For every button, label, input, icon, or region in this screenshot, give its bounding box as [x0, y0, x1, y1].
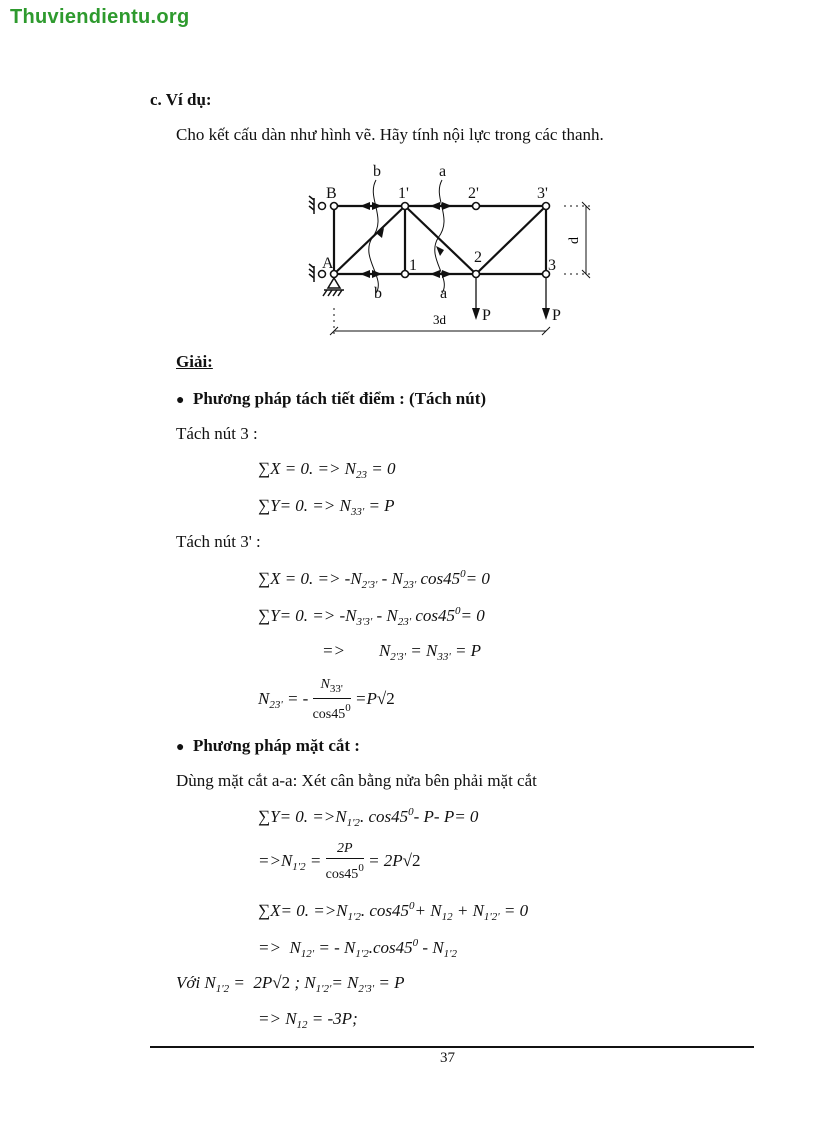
solution-heading: Giải:	[176, 352, 213, 371]
eq-section-x: ∑X= 0. $=>N_{1'2}$. $\cos 45^0+ N_{12} + N_{1'2'} = 0$	[258, 900, 529, 923]
eq-node3-y: ∑Y= 0. => $N_{33'} = P$	[258, 496, 395, 518]
example-heading: c. Ví dụ:	[150, 90, 212, 109]
method1-text: Phương pháp tách tiết điểm : (Tách nút)	[192, 389, 487, 408]
node3-heading: Tách nút 3 :	[176, 424, 258, 443]
node3p-heading: Tách nút 3' :	[176, 532, 261, 551]
section-label-b-top: b	[373, 163, 381, 180]
node-label-A: A	[322, 255, 334, 272]
eq-final: => $N_{12} = -3P$;	[258, 1009, 358, 1031]
node-label-3: 3	[548, 257, 556, 274]
eq-node3p-x: ∑X = 0. => $-N_{2'3'} - N_{23'}$ $\cos 45^0= 0$	[258, 568, 490, 591]
bullet-icon: ●	[176, 393, 185, 408]
node-label-2p: 2'	[468, 185, 479, 202]
node-label-1: 1	[409, 257, 417, 274]
page-number: 37	[440, 1050, 455, 1066]
truss-figure	[300, 158, 600, 343]
eq-node3p-result: => $N_{2'3'} = N_{33'} = P$	[322, 641, 482, 663]
load-label-1: P	[482, 307, 491, 324]
section-label-a-top: a	[439, 163, 447, 180]
section-label-b-bottom: b	[374, 285, 382, 302]
node-label-1p: 1'	[398, 185, 409, 202]
span-label: 3d	[433, 312, 446, 327]
section-text: Dùng mặt cắt a-a: Xét cân bằng nửa bên phải mặt cắt	[176, 771, 537, 790]
eq-node3p-n23p: $N_{23'}$ = - $\frac{N_{33'}}{\cos 45^0}$ =P√2	[258, 677, 395, 722]
footer-rule	[150, 1046, 754, 1048]
site-logo[interactable]: Thuviendientu.org	[10, 6, 190, 28]
problem-text: Cho kết cấu dàn như hình vẽ. Hãy tính nội lực trong các thanh.	[176, 125, 604, 144]
section-label-a-bottom: a	[440, 285, 448, 302]
method1-heading	[176, 389, 486, 409]
eq-section-n12p: $=>N_{1'2}$ = $\frac{2P}{\cos 45^0}$ = 2P√2	[258, 841, 421, 882]
eq-with-values: Với $N_{1'2} = 2P√2$ ; $N_{1'2'}= N_{2'3'} = P$	[176, 973, 405, 995]
method2-text: Phương pháp mặt cắt :	[192, 736, 360, 755]
method2-heading	[176, 736, 360, 756]
eq-section-n12: => $N_{12'}$ = - $N_{1'2}.\cos 45^0 - N_{1'2}$	[258, 937, 458, 960]
eq-node3p-y: ∑Y= 0. => $-N_{3'3'} - N_{23'}$ $\cos 45^0= 0$	[258, 605, 485, 628]
eq-section-y: ∑Y= 0. $=>N_{1'2}$. $\cos 45^0-$ P- P= 0	[258, 806, 479, 829]
eq-node3-x: ∑X = 0. => $N_{23} = 0$	[258, 459, 396, 481]
height-label: d	[567, 237, 582, 244]
node-label-2: 2	[474, 249, 482, 266]
bullet-icon: ●	[176, 740, 185, 755]
node-label-3p: 3'	[537, 185, 548, 202]
node-label-B: B	[326, 185, 337, 202]
load-label-2: P	[552, 307, 561, 324]
